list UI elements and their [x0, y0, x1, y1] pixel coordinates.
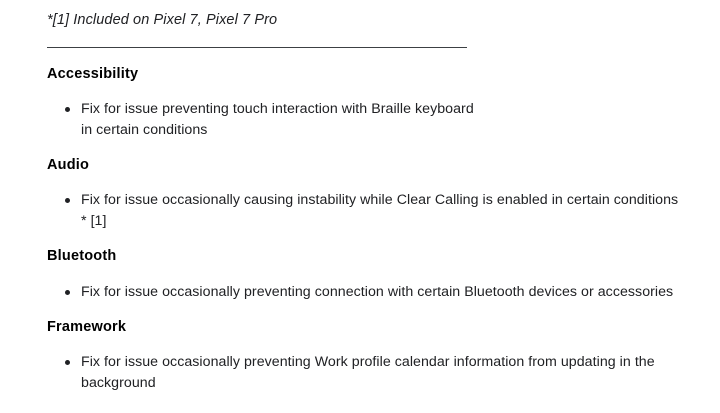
section-heading-accessibility: Accessibility [47, 66, 139, 82]
footnote: *[1] Included on Pixel 7, Pixel 7 Pro [47, 12, 278, 28]
bullet-icon [65, 198, 70, 203]
section-heading-framework: Framework [47, 319, 127, 335]
bullet-icon [65, 360, 70, 365]
list-item: Fix for issue preventing touch interaction with Braille keyboard in certain conditions [81, 101, 474, 138]
section-heading-audio: Audio [47, 157, 90, 173]
list-item: Fix for issue occasionally causing instability while Clear Calling is enabled in certain conditions * [1] [81, 192, 679, 229]
list-item: Fix for issue occasionally preventing connection with certain Bluetooth devices or accessories [81, 284, 674, 300]
section-heading-bluetooth: Bluetooth [47, 248, 117, 264]
list-item: Fix for issue occasionally preventing Work profile calendar information from updating in the background [81, 354, 655, 391]
bullet-icon [65, 107, 70, 112]
bullet-icon [65, 290, 70, 295]
divider [47, 47, 467, 48]
